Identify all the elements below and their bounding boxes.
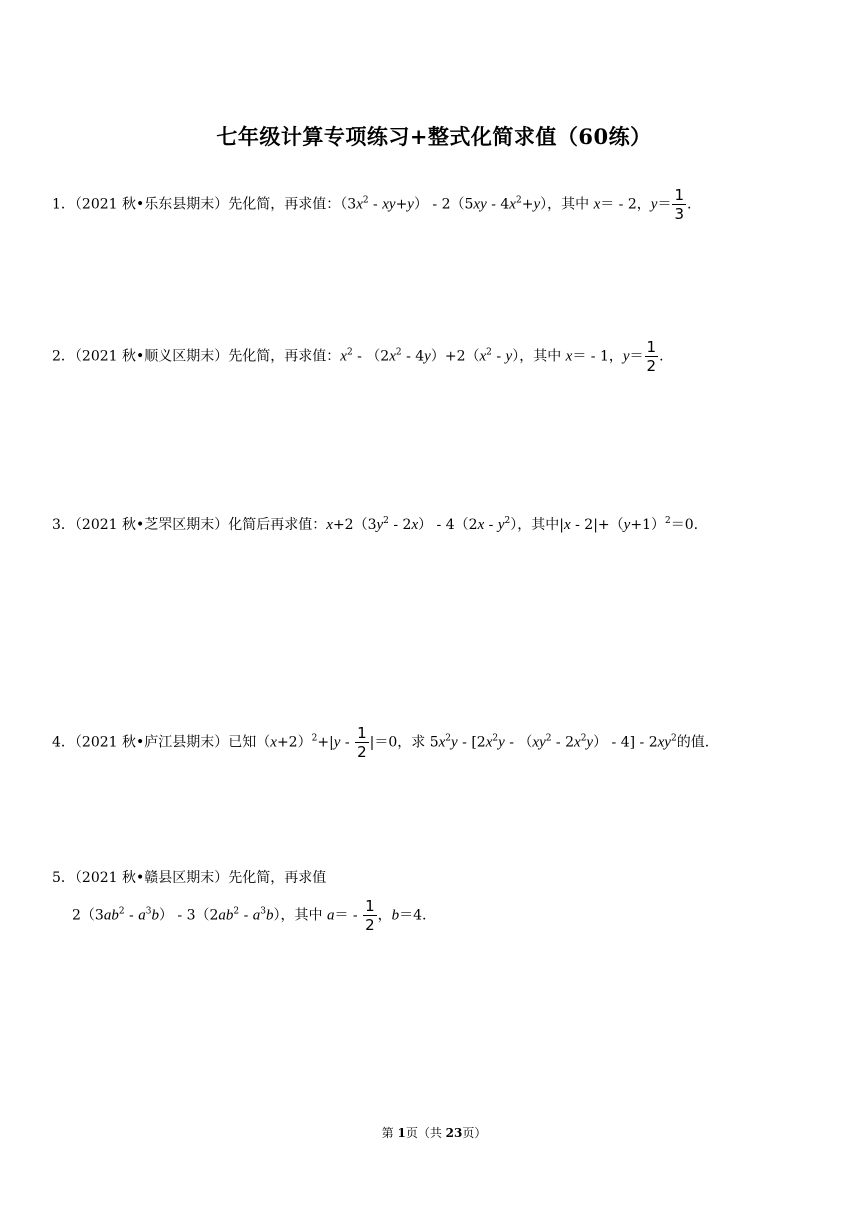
fraction bbox=[355, 724, 369, 761]
exponent: 2 bbox=[311, 733, 318, 744]
math-op: - bbox=[484, 517, 498, 533]
problem-text: 化简后再求值： bbox=[228, 517, 327, 533]
problem-source: （2021 秋•芝罘区期末） bbox=[74, 517, 229, 533]
exponent: 2 bbox=[504, 516, 511, 526]
math-text: ＝ - bbox=[334, 907, 363, 924]
problem-1 bbox=[52, 186, 691, 223]
problem-source: （2021 秋•赣县区期末） bbox=[74, 870, 229, 886]
math-var: x bbox=[509, 196, 516, 213]
problem-5 bbox=[52, 869, 427, 934]
math-text: . bbox=[687, 196, 692, 213]
exponent: 2 bbox=[362, 195, 369, 206]
fraction-denominator: 3 bbox=[674, 205, 684, 223]
math-text: ），其中 bbox=[273, 907, 327, 924]
math-text: ） - 2（5 bbox=[413, 196, 474, 213]
exponent: 2 bbox=[383, 516, 389, 526]
math-op: - bbox=[368, 196, 383, 213]
math-text: |＝0，求 5 bbox=[369, 734, 439, 751]
math-text: . bbox=[659, 348, 664, 365]
math-var: x bbox=[477, 517, 485, 533]
math-var: b bbox=[266, 907, 274, 924]
math-text: ） - 4（2 bbox=[418, 517, 478, 533]
math-var: xy bbox=[657, 734, 671, 751]
math-op: + bbox=[521, 196, 534, 213]
exponent: 2 bbox=[118, 906, 125, 917]
page-title: 七年级计算专项练习+整式化简求值（60练） bbox=[216, 124, 652, 149]
problem-text: 先化简，再求值： bbox=[228, 348, 341, 365]
math-var: x bbox=[593, 196, 601, 213]
math-text: ＝ - 2， bbox=[600, 196, 651, 213]
math-var: y bbox=[533, 196, 541, 213]
math-var: y bbox=[650, 196, 658, 213]
page-number: 1 bbox=[397, 1126, 406, 1140]
math-var: a bbox=[252, 907, 261, 924]
exponent: 2 bbox=[486, 347, 492, 358]
problem-number: 5． bbox=[52, 870, 75, 886]
math-op: + bbox=[395, 196, 408, 213]
math-op: - 4 bbox=[486, 196, 510, 213]
math-op: - 4 bbox=[401, 348, 425, 365]
problem-source: （2021 秋•乐东县期末） bbox=[74, 196, 229, 213]
math-var: x bbox=[340, 348, 347, 365]
exponent: 2 bbox=[580, 733, 587, 744]
problem-number: 2． bbox=[52, 348, 75, 365]
math-var: y bbox=[505, 348, 513, 365]
math-text: - 2|+（ bbox=[570, 517, 624, 533]
math-text: +1） bbox=[630, 517, 665, 533]
page-footer bbox=[0, 1124, 868, 1141]
math-text: ＝ - 1， bbox=[572, 348, 623, 365]
math-var: y bbox=[376, 517, 384, 533]
math-text: ＝4. bbox=[399, 907, 427, 924]
problem-source: （2021 秋•顺义区期末） bbox=[74, 348, 229, 365]
math-var: y bbox=[424, 348, 431, 365]
math-var: x bbox=[356, 196, 363, 213]
math-text: +2） bbox=[276, 734, 312, 751]
problem-5-expression bbox=[72, 897, 427, 934]
exponent: 2 bbox=[445, 733, 452, 744]
math-var: xy bbox=[473, 196, 487, 213]
problem-text: 先化简，再求值：（3 bbox=[228, 196, 357, 213]
footer-text: 第 bbox=[381, 1126, 398, 1140]
exponent: 2 bbox=[346, 347, 353, 358]
exponent: 2 bbox=[664, 516, 671, 526]
math-var: xy bbox=[532, 734, 546, 751]
fraction-denominator: 2 bbox=[646, 357, 657, 375]
math-text: ）+2（ bbox=[430, 348, 480, 365]
math-op: - 2 bbox=[388, 517, 412, 533]
exponent: 2 bbox=[670, 733, 677, 744]
problem-4 bbox=[52, 724, 709, 761]
math-op: - bbox=[239, 907, 253, 924]
math-text: ） - 4] - 2 bbox=[593, 734, 658, 751]
math-var: x bbox=[485, 734, 493, 751]
math-text: ） - 3（2 bbox=[158, 907, 219, 924]
math-var: y bbox=[497, 517, 505, 533]
problem-text: 先化简，再求值 bbox=[228, 870, 327, 886]
math-text: +| bbox=[317, 734, 334, 751]
problem-number: 1． bbox=[52, 196, 75, 213]
math-op: ＝ bbox=[657, 196, 672, 213]
math-var: ab bbox=[103, 907, 119, 924]
math-var: x bbox=[564, 517, 571, 533]
math-var: x bbox=[411, 517, 419, 533]
math-text: ， bbox=[377, 907, 392, 924]
math-var: x bbox=[270, 734, 277, 751]
exponent: 2 bbox=[492, 733, 499, 744]
math-text: - （2 bbox=[352, 348, 390, 365]
math-text: - （ bbox=[504, 734, 533, 751]
math-var: b bbox=[391, 907, 400, 924]
problem-2 bbox=[52, 338, 664, 375]
math-var: y bbox=[623, 517, 631, 533]
math-var: a bbox=[326, 907, 335, 924]
math-text: - [2 bbox=[457, 734, 486, 751]
math-op: - bbox=[491, 348, 506, 365]
math-op: - bbox=[124, 907, 139, 924]
exponent: 2 bbox=[515, 195, 522, 206]
problem-text: 已知（ bbox=[228, 734, 271, 751]
math-text: ＝0. bbox=[670, 517, 699, 533]
problem-number: 4． bbox=[52, 734, 75, 751]
math-op: - 2 bbox=[551, 734, 575, 751]
math-text: +2（3 bbox=[332, 517, 377, 533]
exponent: 3 bbox=[260, 906, 266, 917]
fraction-denominator: 2 bbox=[365, 916, 375, 934]
math-var: x bbox=[438, 734, 446, 751]
math-text: ），其中| bbox=[510, 517, 564, 533]
fraction-numerator: 1 bbox=[365, 897, 375, 915]
fraction-numerator: 1 bbox=[357, 724, 367, 742]
math-var: y bbox=[333, 734, 341, 751]
math-text: ），其中 bbox=[540, 196, 594, 213]
math-text: 2（3 bbox=[72, 907, 104, 924]
fraction bbox=[363, 897, 377, 934]
math-text: ），其中 bbox=[512, 348, 566, 365]
math-var: a bbox=[138, 907, 146, 924]
exponent: 2 bbox=[545, 733, 552, 744]
math-var: xy bbox=[382, 196, 396, 213]
math-var: ab bbox=[218, 907, 234, 924]
math-op: - bbox=[340, 734, 355, 751]
exponent: 2 bbox=[233, 906, 240, 917]
math-var: y bbox=[586, 734, 594, 751]
math-var: x bbox=[389, 348, 396, 365]
exponent: 2 bbox=[395, 347, 402, 358]
footer-text: 页） bbox=[462, 1126, 487, 1140]
math-var: y bbox=[451, 734, 458, 751]
math-var: x bbox=[574, 734, 581, 751]
math-var: y bbox=[622, 348, 630, 365]
math-var: x bbox=[565, 348, 573, 365]
total-pages: 23 bbox=[445, 1126, 463, 1140]
fraction-numerator: 1 bbox=[646, 338, 657, 356]
math-var: x bbox=[479, 348, 487, 365]
math-text: 的值. bbox=[676, 734, 710, 751]
fraction bbox=[672, 186, 686, 223]
math-op: ＝ bbox=[629, 348, 644, 365]
footer-text: 页（共 bbox=[405, 1126, 446, 1140]
problem-3 bbox=[52, 516, 698, 534]
problem-number: 3． bbox=[52, 517, 75, 533]
math-var: b bbox=[151, 907, 159, 924]
math-var: y bbox=[498, 734, 505, 751]
exponent: 3 bbox=[145, 906, 152, 917]
fraction-numerator: 1 bbox=[674, 186, 684, 204]
fraction-denominator: 2 bbox=[357, 743, 367, 761]
math-var: x bbox=[326, 517, 333, 533]
fraction bbox=[645, 338, 659, 375]
problem-source: （2021 秋•庐江县期末） bbox=[74, 734, 229, 751]
math-var: y bbox=[407, 196, 414, 213]
